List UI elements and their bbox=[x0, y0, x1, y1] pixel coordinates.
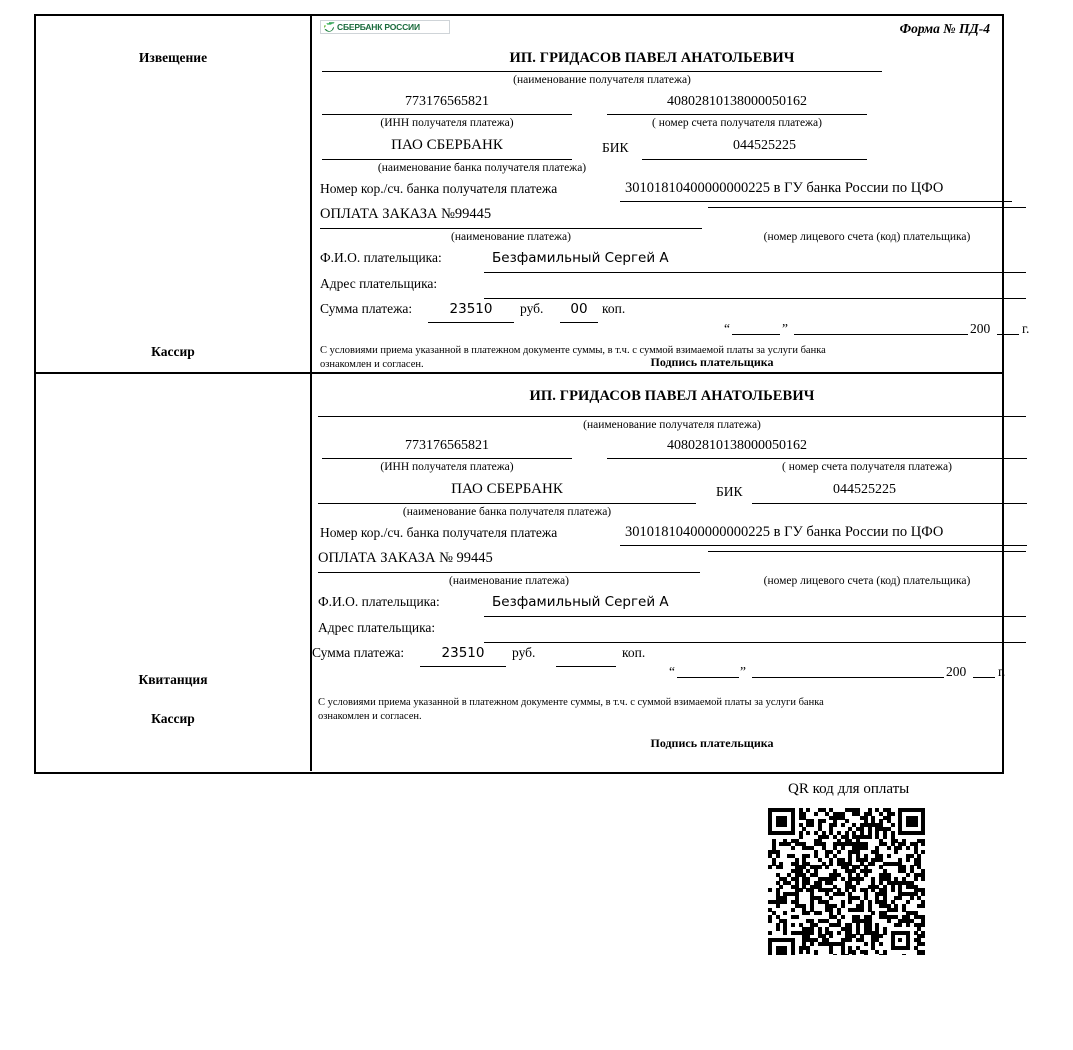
kop-word-top: коп. bbox=[602, 301, 626, 316]
recipient-name-top: ИП. ГРИДАСОВ ПАВЕЛ АНАТОЛЬЕВИЧ bbox=[509, 50, 795, 66]
date-quote-close-bottom: ” bbox=[740, 664, 746, 679]
recipient-name-caption-bottom: (наименование получателя платежа) bbox=[583, 419, 761, 431]
sberbank-logo bbox=[320, 20, 450, 34]
payment-receipt-form bbox=[34, 14, 1030, 774]
bik-value-bottom: 044525225 bbox=[833, 482, 896, 497]
payment-purpose-caption-bottom: (наименование платежа) bbox=[449, 575, 569, 587]
rub-word-top: руб. bbox=[520, 301, 544, 316]
account-caption-bottom: ( номер счета получателя платежа) bbox=[782, 461, 952, 473]
payment-purpose-top: ОПЛАТА ЗАКАЗА №99445 bbox=[320, 206, 492, 222]
date-quote-open-bottom: “ bbox=[669, 664, 675, 679]
sum-rub-rule-bottom bbox=[420, 666, 506, 667]
personal-account-rule-bottom bbox=[708, 551, 1026, 552]
recipient-name-rule-bottom bbox=[318, 416, 1026, 417]
payment-purpose-caption-top: (наименование платежа) bbox=[451, 231, 571, 243]
payment-purpose-rule-bottom bbox=[318, 572, 700, 573]
payer-label-bottom: Ф.И.О. плательщика: bbox=[318, 594, 440, 609]
bank-name-caption-top: (наименование банка получателя платежа) bbox=[377, 162, 587, 174]
payment-purpose-rule-top bbox=[320, 228, 702, 229]
date-quote-close-top: ” bbox=[782, 321, 788, 336]
notice-half bbox=[36, 16, 1030, 374]
signature-label-top: Подпись плательщика bbox=[650, 355, 774, 369]
bik-label-bottom: БИК bbox=[716, 484, 743, 499]
bik-label-top: БИК bbox=[602, 140, 629, 155]
sum-label-bottom: Сумма платежа: bbox=[312, 645, 405, 660]
sum-label-top: Сумма платежа: bbox=[320, 301, 413, 316]
year-suffix-bottom: г. bbox=[998, 664, 1006, 679]
qr-title: QR код для оплаты bbox=[788, 781, 910, 797]
notice-label: Извещение bbox=[138, 50, 208, 65]
legal-text-bottom bbox=[318, 696, 978, 724]
receipt-half bbox=[36, 374, 1006, 771]
form-number-top: Форма № ПД-4 bbox=[899, 21, 990, 36]
account-value-bottom: 40802810138000050162 bbox=[667, 438, 807, 453]
notice-left-column bbox=[36, 16, 312, 372]
receipt-label: Квитанция bbox=[138, 672, 208, 687]
sum-kop-top: 00 bbox=[570, 301, 588, 317]
inn-value-top: 773176565821 bbox=[405, 94, 489, 109]
year-suffix-top: г. bbox=[1022, 321, 1030, 336]
inn-rule-bottom bbox=[322, 458, 572, 459]
corr-rule-bottom bbox=[620, 545, 1027, 546]
sum-rub-bottom: 23510 bbox=[441, 645, 485, 661]
address-label-bottom: Адрес плательщика: bbox=[318, 620, 436, 635]
payer-name-bottom: Безфамильный Сергей А bbox=[492, 594, 669, 610]
payer-name-rule-top bbox=[484, 272, 1026, 273]
year-rule-bottom bbox=[973, 677, 995, 678]
personal-account-caption-top: (номер лицевого счета (код) плательщика) bbox=[763, 231, 971, 243]
bank-name-caption-bottom: (наименование банка получателя платежа) bbox=[402, 506, 612, 518]
cashier-label-bottom: Кассир bbox=[151, 711, 195, 726]
payer-label-top: Ф.И.О. плательщика: bbox=[320, 250, 442, 265]
address-label-top: Адрес плательщика: bbox=[320, 276, 438, 291]
bik-rule-bottom bbox=[752, 503, 1027, 504]
legal-line1-top: С условиями приема указанной в платежном документе суммы, в т.ч. с суммой взимаемой платы за услуги банка bbox=[320, 345, 826, 356]
date-day-rule-top bbox=[732, 334, 780, 335]
date-month-rule-top bbox=[794, 334, 968, 335]
corr-value-top: 30101810400000000225 в ГУ банка России по ЦФО bbox=[625, 180, 944, 196]
bank-name-bottom: ПАО СБЕРБАНК bbox=[451, 481, 563, 497]
inn-caption-bottom: (ИНН получателя платежа) bbox=[380, 461, 514, 473]
corr-label-top: Номер кор./сч. банка получателя платежа bbox=[320, 181, 558, 196]
account-value-top: 40802810138000050162 bbox=[667, 94, 807, 109]
account-caption-top: ( номер счета получателя платежа) bbox=[652, 117, 822, 129]
payer-name-top: Безфамильный Сергей А bbox=[492, 250, 669, 266]
receipt-left-column bbox=[36, 374, 312, 771]
year-prefix-top: 200 bbox=[970, 321, 991, 336]
inn-rule-top bbox=[322, 114, 572, 115]
qr-code bbox=[768, 808, 925, 955]
corr-label-bottom: Номер кор./сч. банка получателя платежа bbox=[320, 525, 558, 540]
inn-caption-top: (ИНН получателя платежа) bbox=[380, 117, 514, 129]
rub-word-bottom: руб. bbox=[512, 645, 536, 660]
legal-line2-top: ознакомлен и согласен. bbox=[320, 359, 424, 371]
date-month-rule-bottom bbox=[752, 677, 944, 678]
recipient-name-bottom: ИП. ГРИДАСОВ ПАВЕЛ АНАТОЛЬЕВИЧ bbox=[529, 388, 815, 404]
sberbank-mark-icon bbox=[322, 21, 336, 33]
sum-rub-rule-top bbox=[428, 322, 514, 323]
personal-account-rule-top bbox=[708, 207, 1026, 208]
sum-kop-rule-bottom bbox=[556, 666, 616, 667]
inn-value-bottom: 773176565821 bbox=[405, 438, 489, 453]
date-quote-open-top: “ bbox=[724, 321, 730, 336]
payment-purpose-bottom: ОПЛАТА ЗАКАЗА № 99445 bbox=[318, 550, 493, 566]
legal-line2-bottom: ознакомлен и согласен. bbox=[318, 711, 422, 723]
bank-name-top: ПАО СБЕРБАНК bbox=[391, 137, 503, 153]
date-day-rule-bottom bbox=[677, 677, 739, 678]
signature-label-bottom: Подпись плательщика bbox=[650, 736, 774, 750]
receipt-right-column bbox=[312, 374, 1006, 771]
recipient-name-caption-top: (наименование получателя платежа) bbox=[513, 74, 691, 86]
year-rule-top bbox=[997, 334, 1019, 335]
cashier-label-top: Кассир bbox=[151, 344, 195, 359]
sum-kop-rule-top bbox=[560, 322, 598, 323]
legal-line1-bottom: С условиями приема указанной в платежном документе суммы, в т.ч. с суммой взимаемой платы за услуги банка bbox=[318, 697, 824, 708]
account-rule-top bbox=[607, 114, 867, 115]
sum-rub-top: 23510 bbox=[449, 301, 493, 317]
address-rule-top bbox=[484, 298, 1026, 299]
personal-account-caption-bottom: (номер лицевого счета (код) плательщика) bbox=[763, 575, 971, 587]
bik-value-top: 044525225 bbox=[733, 138, 796, 153]
bank-name-rule-top bbox=[322, 159, 572, 160]
corr-value-bottom: 30101810400000000225 в ГУ банка России по ЦФО bbox=[625, 524, 944, 540]
bank-name-rule-bottom bbox=[318, 503, 696, 504]
address-rule-bottom bbox=[484, 642, 1026, 643]
bik-rule-top bbox=[642, 159, 867, 160]
recipient-name-rule-top bbox=[322, 71, 882, 72]
sberbank-logo-text: СБЕРБАНК РОССИИ bbox=[337, 22, 420, 32]
corr-rule-top bbox=[620, 201, 1012, 202]
kop-word-bottom: коп. bbox=[622, 645, 646, 660]
qr-code-canvas bbox=[768, 808, 925, 955]
year-prefix-bottom: 200 bbox=[946, 664, 967, 679]
account-rule-bottom bbox=[607, 458, 1027, 459]
notice-right-column bbox=[312, 16, 1030, 372]
payer-name-rule-bottom bbox=[484, 616, 1026, 617]
